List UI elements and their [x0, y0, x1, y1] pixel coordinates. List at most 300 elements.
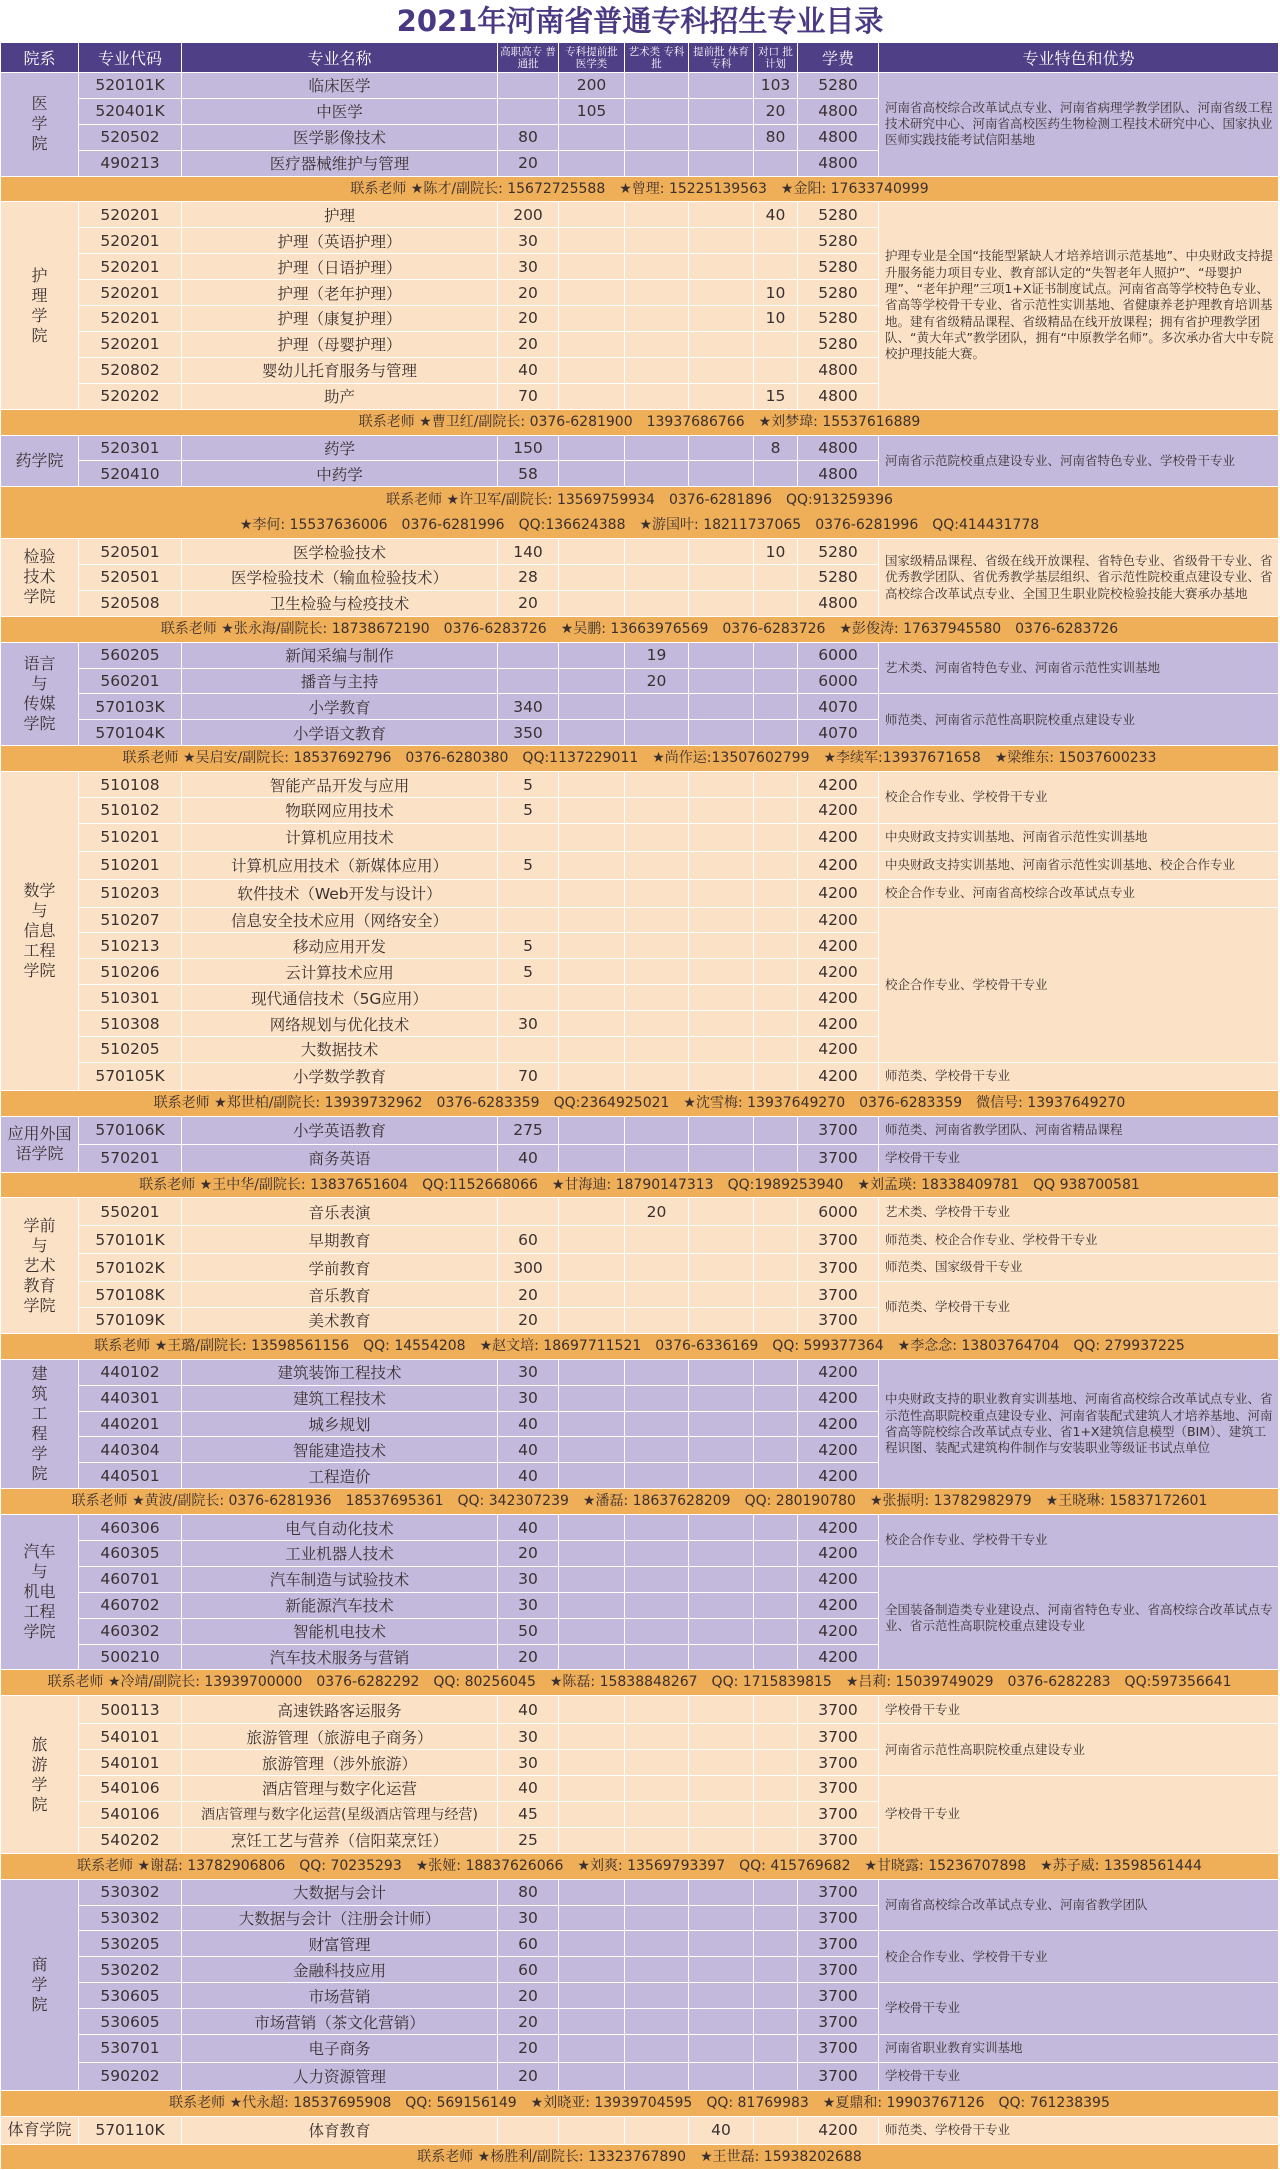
general-batch-plan-cell: [498, 907, 559, 933]
major-name-cell: 助产: [182, 383, 498, 409]
table-row: [1, 73, 1279, 99]
major-name-cell: 酒店管理与数字化运营(星级酒店管理与经营): [182, 1801, 498, 1827]
medical-early-plan-cell: [559, 590, 625, 616]
major-name-cell: 电子商务: [182, 2034, 498, 2062]
counterpart-plan-cell: [754, 1515, 798, 1541]
major-name-cell: 医学检验技术（输血检验技术）: [182, 564, 498, 590]
general-batch-plan-cell: 25: [498, 1827, 559, 1853]
table-row: [1, 1879, 1279, 1905]
general-batch-plan-cell: 350: [498, 720, 559, 746]
major-name-cell: 移动应用开发: [182, 933, 498, 959]
department-label-line: 学院: [23, 960, 56, 980]
general-batch-plan-cell: 60: [498, 1957, 559, 1983]
contact-row: [1, 176, 1279, 202]
general-batch-plan-cell: 40: [498, 1144, 559, 1172]
contact-cell: [1, 1090, 1279, 1116]
major-code-cell: 520301: [79, 435, 182, 461]
counterpart-plan-cell: [754, 150, 798, 176]
major-code-cell: 570104K: [79, 720, 182, 746]
department-cell: [1, 539, 79, 617]
general-batch-plan-cell: [498, 2116, 559, 2144]
counterpart-plan-cell: [754, 357, 798, 383]
tuition-cell: 4200: [798, 1385, 879, 1411]
tuition-cell: 3700: [798, 1957, 879, 1983]
general-batch-plan-cell: 30: [498, 1750, 559, 1776]
major-code-cell: 440301: [79, 1385, 182, 1411]
tuition-cell: 4200: [798, 1566, 879, 1592]
art-batch-plan-cell: [625, 879, 689, 907]
counterpart-plan-cell: [754, 1618, 798, 1644]
general-batch-plan-cell: 28: [498, 564, 559, 590]
header-code: 专业代码: [79, 43, 182, 73]
tuition-cell: 4800: [798, 435, 879, 461]
department-cell: [1, 1116, 79, 1172]
tuition-cell: 4200: [798, 1644, 879, 1670]
tuition-cell: 3700: [798, 1144, 879, 1172]
major-code-cell: 440102: [79, 1359, 182, 1385]
major-code-cell: 520201: [79, 280, 182, 306]
art-batch-plan-cell: 20: [625, 668, 689, 694]
sports-early-plan-cell: [689, 851, 754, 879]
art-batch-plan-cell: [625, 1931, 689, 1957]
major-code-cell: 510201: [79, 851, 182, 879]
tuition-cell: 3700: [798, 1879, 879, 1905]
art-batch-plan-cell: [625, 1957, 689, 1983]
art-batch-plan-cell: [625, 772, 689, 798]
feature-cell: 护理专业是全国“技能型紧缺人才培养培训示范基地”、中央财政支持提升服务能力项目专业、教育部认定的“失智老年人照护”、“母婴护理”、“老年护理”三项1+X证书制度试点。河南省高等学校特色专业、省高等学校骨干专业、省示范性实训基地、省健康养老护理教育培训基地。建有省级精品课程、省级精品在线开放课程；拥有省护理教学团队、“黄大年式”教学团队，拥有“中原教学名师”。多次承办省大中专院校护理技能大赛。: [879, 202, 1279, 409]
medical-early-plan-cell: [559, 1776, 625, 1802]
art-batch-plan-cell: [625, 1541, 689, 1567]
medical-early-plan-cell: [559, 2034, 625, 2062]
general-batch-plan-cell: 20: [498, 1644, 559, 1670]
art-batch-plan-cell: [625, 1724, 689, 1750]
feature-cell: 河南省示范院校重点建设专业、河南省特色专业、学校骨干专业: [879, 435, 1279, 487]
major-name-cell: 人力资源管理: [182, 2062, 498, 2090]
major-code-cell: 520502: [79, 124, 182, 150]
medical-early-plan-cell: [559, 1062, 625, 1090]
header-features: 专业特色和优势: [879, 43, 1279, 73]
sports-early-plan-cell: [689, 1011, 754, 1037]
counterpart-plan-cell: [754, 1827, 798, 1853]
header-dept: 院系: [1, 43, 79, 73]
art-batch-plan-cell: [625, 1037, 689, 1063]
tuition-cell: 5280: [798, 228, 879, 254]
general-batch-plan-cell: 300: [498, 1254, 559, 1282]
general-batch-plan-cell: 45: [498, 1801, 559, 1827]
sports-early-plan-cell: [689, 539, 754, 565]
medical-early-plan-cell: [559, 306, 625, 332]
feature-cell: 师范类、学校骨干专业: [879, 1282, 1279, 1334]
sports-early-plan-cell: [689, 1062, 754, 1090]
tuition-cell: 4200: [798, 1515, 879, 1541]
major-code-cell: 440201: [79, 1411, 182, 1437]
header-medical-early-batch: 专科提前批 医学类: [559, 43, 625, 73]
general-batch-plan-cell: 5: [498, 798, 559, 824]
counterpart-plan-cell: [754, 1566, 798, 1592]
contact-cell: [1, 176, 1279, 202]
tuition-cell: 4200: [798, 1618, 879, 1644]
art-batch-plan-cell: 20: [625, 1198, 689, 1226]
sports-early-plan-cell: [689, 2034, 754, 2062]
tuition-cell: 4200: [798, 851, 879, 879]
medical-early-plan-cell: [559, 985, 625, 1011]
medical-early-plan-cell: [559, 1226, 625, 1254]
sports-early-plan-cell: [689, 1463, 754, 1489]
general-batch-plan-cell: [498, 98, 559, 124]
sports-early-plan-cell: [689, 331, 754, 357]
general-batch-plan-cell: 20: [498, 306, 559, 332]
art-batch-plan-cell: [625, 1282, 689, 1308]
medical-early-plan-cell: [559, 933, 625, 959]
major-name-cell: 旅游管理（涉外旅游）: [182, 1750, 498, 1776]
sports-early-plan-cell: [689, 1144, 754, 1172]
sports-early-plan-cell: [689, 1750, 754, 1776]
contact-cell: [1, 1172, 1279, 1198]
department-label-line: 院: [31, 1994, 48, 2014]
counterpart-plan-cell: [754, 461, 798, 487]
sports-early-plan-cell: [689, 985, 754, 1011]
department-label-line: 院: [31, 1794, 48, 1814]
counterpart-plan-cell: [754, 1801, 798, 1827]
department-label-line: 工: [31, 1403, 48, 1423]
art-batch-plan-cell: [625, 1062, 689, 1090]
contact-line: 联系老师 ★许卫军/副院长: 13569759934 0376-6281896 QQ:913259396: [386, 491, 893, 508]
major-name-cell: 医学检验技术: [182, 539, 498, 565]
feature-cell: 艺术类、河南省特色专业、河南省示范性实训基地: [879, 642, 1279, 694]
tuition-cell: 5280: [798, 254, 879, 280]
contact-row: [1, 1670, 1279, 1696]
medical-early-plan-cell: [559, 1541, 625, 1567]
feature-cell: 全国装备制造类专业建设点、河南省特色专业、省高校综合改革试点专业、省示范性高职院校重点建设专业: [879, 1566, 1279, 1670]
sports-early-plan-cell: [689, 2009, 754, 2035]
sports-early-plan-cell: [689, 435, 754, 461]
medical-early-plan-cell: [559, 435, 625, 461]
medical-early-plan-cell: [559, 720, 625, 746]
counterpart-plan-cell: [754, 1724, 798, 1750]
header-row: [1, 43, 1279, 73]
sports-early-plan-cell: [689, 590, 754, 616]
department-label-line: 旅: [31, 1734, 48, 1754]
general-batch-plan-cell: 20: [498, 2009, 559, 2035]
department-cell: [1, 202, 79, 409]
major-code-cell: 460305: [79, 1541, 182, 1567]
major-code-cell: 540101: [79, 1750, 182, 1776]
major-code-cell: 530205: [79, 1931, 182, 1957]
general-batch-plan-cell: 20: [498, 2062, 559, 2090]
table-row: [1, 642, 1279, 668]
major-name-cell: 药学: [182, 435, 498, 461]
art-batch-plan-cell: [625, 1983, 689, 2009]
art-batch-plan-cell: [625, 1226, 689, 1254]
medical-early-plan-cell: [559, 1116, 625, 1144]
medical-early-plan-cell: [559, 1827, 625, 1853]
general-batch-plan-cell: 80: [498, 124, 559, 150]
major-code-cell: 510207: [79, 907, 182, 933]
tuition-cell: 4200: [798, 1437, 879, 1463]
major-code-cell: 540101: [79, 1724, 182, 1750]
tuition-cell: 3700: [798, 1776, 879, 1802]
table-row: [1, 1116, 1279, 1144]
tuition-cell: 3700: [798, 1282, 879, 1308]
medical-early-plan-cell: [559, 150, 625, 176]
counterpart-plan-cell: [754, 1385, 798, 1411]
medical-early-plan-cell: [559, 1879, 625, 1905]
feature-cell: 师范类、河南省示范性高职院校重点建设专业: [879, 694, 1279, 746]
major-name-cell: 护理（老年护理）: [182, 280, 498, 306]
general-batch-plan-cell: 30: [498, 254, 559, 280]
medical-early-plan-cell: [559, 1618, 625, 1644]
major-name-cell: 学前教育: [182, 1254, 498, 1282]
tuition-cell: 3700: [798, 2009, 879, 2035]
major-name-cell: 汽车制造与试验技术: [182, 1566, 498, 1592]
medical-early-plan-cell: [559, 2116, 625, 2144]
tuition-cell: 5280: [798, 280, 879, 306]
sports-early-plan-cell: [689, 1515, 754, 1541]
department-label-line: 学院: [23, 1295, 56, 1315]
major-code-cell: 540106: [79, 1801, 182, 1827]
major-name-cell: 小学教育: [182, 694, 498, 720]
contact-line: 联系老师 ★吴启安/副院长: 18537692796 0376-6280380 QQ:1137229011 ★尚作运:13507602799 ★李续军:13937671658 ★梁维东: 15037600233: [122, 750, 1157, 767]
general-batch-plan-cell: 20: [498, 331, 559, 357]
general-batch-plan-cell: [498, 1198, 559, 1226]
tuition-cell: 4200: [798, 1463, 879, 1489]
medical-early-plan-cell: [559, 1037, 625, 1063]
general-batch-plan-cell: 30: [498, 1359, 559, 1385]
sports-early-plan-cell: [689, 1644, 754, 1670]
major-name-cell: 智能机电技术: [182, 1618, 498, 1644]
sports-early-plan-cell: [689, 1307, 754, 1333]
major-name-cell: 小学语文教育: [182, 720, 498, 746]
art-batch-plan-cell: [625, 1827, 689, 1853]
major-code-cell: 540106: [79, 1776, 182, 1802]
department-label-line: 院: [31, 1463, 48, 1483]
contact-line: 联系老师 ★代永超: 18537695908 QQ: 569156149 ★刘晓亚: 13939704595 QQ: 81769983 ★夏鼎和: 19903767126 QQ: 761238395: [169, 2094, 1110, 2111]
department-label-line: 院: [31, 134, 48, 154]
art-batch-plan-cell: [625, 1254, 689, 1282]
art-batch-plan-cell: [625, 357, 689, 383]
major-code-cell: 460701: [79, 1566, 182, 1592]
art-batch-plan-cell: [625, 1905, 689, 1931]
medical-early-plan-cell: [559, 642, 625, 668]
table-row: [1, 851, 1279, 879]
major-name-cell: 小学数学教育: [182, 1062, 498, 1090]
sports-early-plan-cell: [689, 1566, 754, 1592]
major-name-cell: 音乐表演: [182, 1198, 498, 1226]
department-label-line: 学: [31, 305, 48, 325]
feature-cell: 国家级精品课程、省级在线开放课程、省特色专业、省级骨干专业、省优秀教学团队、省优秀教学基层组织、省示范性院校重点建设专业、省高校综合改革试点专业、全国卫生职业院校检验技能大赛承办基地: [879, 539, 1279, 617]
contact-cell: [1, 1489, 1279, 1515]
sports-early-plan-cell: [689, 1618, 754, 1644]
contact-row: [1, 1090, 1279, 1116]
counterpart-plan-cell: [754, 331, 798, 357]
counterpart-plan-cell: 15: [754, 383, 798, 409]
sports-early-plan-cell: [689, 98, 754, 124]
major-code-cell: 510108: [79, 772, 182, 798]
general-batch-plan-cell: 60: [498, 1931, 559, 1957]
feature-cell: 学校骨干专业: [879, 1776, 1279, 1854]
sports-early-plan-cell: [689, 1226, 754, 1254]
major-name-cell: 城乡规划: [182, 1411, 498, 1437]
medical-early-plan-cell: [559, 1254, 625, 1282]
sports-early-plan-cell: [689, 642, 754, 668]
counterpart-plan-cell: [754, 1905, 798, 1931]
contact-line: 联系老师 ★王璐/副院长: 13598561156 QQ: 14554208 ★赵文培: 18697711521 0376-6336169 QQ: 599377364 ★李念念: 13803764704 QQ: 279937225: [94, 1337, 1185, 1354]
major-name-cell: 市场营销（茶文化营销）: [182, 2009, 498, 2035]
counterpart-plan-cell: [754, 798, 798, 824]
major-code-cell: 440501: [79, 1463, 182, 1489]
major-name-cell: 医疗器械维护与管理: [182, 150, 498, 176]
major-name-cell: 现代通信技术（5G应用）: [182, 985, 498, 1011]
general-batch-plan-cell: 20: [498, 1983, 559, 2009]
medical-early-plan-cell: [559, 959, 625, 985]
major-code-cell: 570106K: [79, 1116, 182, 1144]
art-batch-plan-cell: [625, 1566, 689, 1592]
tuition-cell: 4800: [798, 124, 879, 150]
counterpart-plan-cell: [754, 933, 798, 959]
major-code-cell: 560205: [79, 642, 182, 668]
medical-early-plan-cell: [559, 823, 625, 851]
header-tuition: 学费: [798, 43, 879, 73]
general-batch-plan-cell: 70: [498, 1062, 559, 1090]
art-batch-plan-cell: [625, 73, 689, 99]
sports-early-plan-cell: [689, 1801, 754, 1827]
major-code-cell: 530605: [79, 2009, 182, 2035]
contact-cell: [1, 409, 1279, 435]
medical-early-plan-cell: [559, 1515, 625, 1541]
general-batch-plan-cell: 40: [498, 1776, 559, 1802]
sports-early-plan-cell: [689, 694, 754, 720]
major-code-cell: 510301: [79, 985, 182, 1011]
art-batch-plan-cell: [625, 1116, 689, 1144]
contact-line: 联系老师 ★谢磊: 13782906806 QQ: 70235293 ★张娅: 18837626066 ★刘爽: 13569793397 QQ: 415769682 ★甘晓露: 15236707898 ★苏子威: 13598561444: [77, 1857, 1202, 1874]
art-batch-plan-cell: 19: [625, 642, 689, 668]
table-row: [1, 2062, 1279, 2090]
medical-early-plan-cell: [559, 2062, 625, 2090]
tuition-cell: 4800: [798, 383, 879, 409]
counterpart-plan-cell: [754, 2116, 798, 2144]
table-row: [1, 1226, 1279, 1254]
medical-early-plan-cell: [559, 1385, 625, 1411]
tuition-cell: 4200: [798, 823, 879, 851]
major-name-cell: 财富管理: [182, 1931, 498, 1957]
counterpart-plan-cell: 40: [754, 202, 798, 228]
counterpart-plan-cell: [754, 1541, 798, 1567]
tuition-cell: 4200: [798, 985, 879, 1011]
art-batch-plan-cell: [625, 254, 689, 280]
major-name-cell: 物联网应用技术: [182, 798, 498, 824]
major-name-cell: 医学影像技术: [182, 124, 498, 150]
art-batch-plan-cell: [625, 331, 689, 357]
tuition-cell: 3700: [798, 1724, 879, 1750]
major-code-cell: 530302: [79, 1905, 182, 1931]
table-row: [1, 1566, 1279, 1592]
department-label-line: 商: [31, 1954, 48, 1974]
medical-early-plan-cell: 105: [559, 98, 625, 124]
department-label-line: 学院: [23, 587, 56, 607]
general-batch-plan-cell: [498, 985, 559, 1011]
general-batch-plan-cell: 40: [498, 1696, 559, 1724]
sports-early-plan-cell: [689, 383, 754, 409]
major-code-cell: 520201: [79, 202, 182, 228]
sports-early-plan-cell: [689, 798, 754, 824]
feature-cell: 河南省示范性高职院校重点建设专业: [879, 1724, 1279, 1776]
feature-cell: 校企合作专业、学校骨干专业: [879, 1515, 1279, 1567]
contact-cell: [1, 487, 1279, 539]
art-batch-plan-cell: [625, 435, 689, 461]
medical-early-plan-cell: [559, 1411, 625, 1437]
sports-early-plan-cell: [689, 1827, 754, 1853]
header-general-batch: 高职高专 普通批: [498, 43, 559, 73]
medical-early-plan-cell: [559, 1198, 625, 1226]
sports-early-plan-cell: [689, 1696, 754, 1724]
contact-line: 联系老师 ★黄波/副院长: 0376-6281936 18537695361 QQ: 342307239 ★潘磊: 18637628209 QQ: 280190780 ★张振明: 13782982979 ★王晓琳: 15837172601: [71, 1493, 1208, 1510]
major-name-cell: 计算机应用技术: [182, 823, 498, 851]
major-code-cell: 570102K: [79, 1254, 182, 1282]
department-label-line: 护: [31, 265, 48, 285]
feature-cell: 河南省高校综合改革试点专业、河南省病理学教学团队、河南省级工程技术研究中心、河南省高校医药生物检测工程技术研究中心、国家执业医师实践技能考试信阳基地: [879, 73, 1279, 177]
counterpart-plan-cell: [754, 1037, 798, 1063]
major-code-cell: 530202: [79, 1957, 182, 1983]
counterpart-plan-cell: 10: [754, 306, 798, 332]
general-batch-plan-cell: 5: [498, 772, 559, 798]
medical-early-plan-cell: [559, 879, 625, 907]
tuition-cell: 6000: [798, 1198, 879, 1226]
sports-early-plan-cell: [689, 1037, 754, 1063]
sports-early-plan-cell: [689, 150, 754, 176]
medical-early-plan-cell: [559, 851, 625, 879]
major-code-cell: 570201: [79, 1144, 182, 1172]
art-batch-plan-cell: [625, 1592, 689, 1618]
counterpart-plan-cell: [754, 1282, 798, 1308]
counterpart-plan-cell: [754, 668, 798, 694]
medical-early-plan-cell: [559, 202, 625, 228]
table-row: [1, 823, 1279, 851]
counterpart-plan-cell: [754, 851, 798, 879]
medical-early-plan-cell: [559, 1931, 625, 1957]
general-batch-plan-cell: 200: [498, 202, 559, 228]
sports-early-plan-cell: [689, 959, 754, 985]
sports-early-plan-cell: [689, 1116, 754, 1144]
major-code-cell: 540202: [79, 1827, 182, 1853]
medical-early-plan-cell: [559, 357, 625, 383]
medical-early-plan-cell: [559, 1983, 625, 2009]
table-row: [1, 1724, 1279, 1750]
header-counterpart-plan: 对口 批计划: [754, 43, 798, 73]
tuition-cell: 3700: [798, 1307, 879, 1333]
feature-cell: 师范类、学校骨干专业: [879, 1062, 1279, 1090]
tuition-cell: 3700: [798, 2034, 879, 2062]
counterpart-plan-cell: [754, 1750, 798, 1776]
contact-line: 联系老师 ★张永海/副院长: 18738672190 0376-6283726 ★吴鹏: 13663976569 0376-6283726 ★彭俊涛: 17637945580 0376-6283726: [160, 620, 1119, 637]
counterpart-plan-cell: [754, 1198, 798, 1226]
major-code-cell: 570108K: [79, 1282, 182, 1308]
major-code-cell: 570109K: [79, 1307, 182, 1333]
art-batch-plan-cell: [625, 959, 689, 985]
medical-early-plan-cell: [559, 1566, 625, 1592]
tuition-cell: 3700: [798, 1750, 879, 1776]
art-batch-plan-cell: [625, 1515, 689, 1541]
major-code-cell: 520410: [79, 461, 182, 487]
counterpart-plan-cell: [754, 1957, 798, 1983]
major-name-cell: 临床医学: [182, 73, 498, 99]
contact-row: [1, 616, 1279, 642]
feature-cell: 学校骨干专业: [879, 1144, 1279, 1172]
medical-early-plan-cell: [559, 1801, 625, 1827]
major-code-cell: 510213: [79, 933, 182, 959]
art-batch-plan-cell: [625, 985, 689, 1011]
contact-row: [1, 487, 1279, 539]
medical-early-plan-cell: [559, 1592, 625, 1618]
